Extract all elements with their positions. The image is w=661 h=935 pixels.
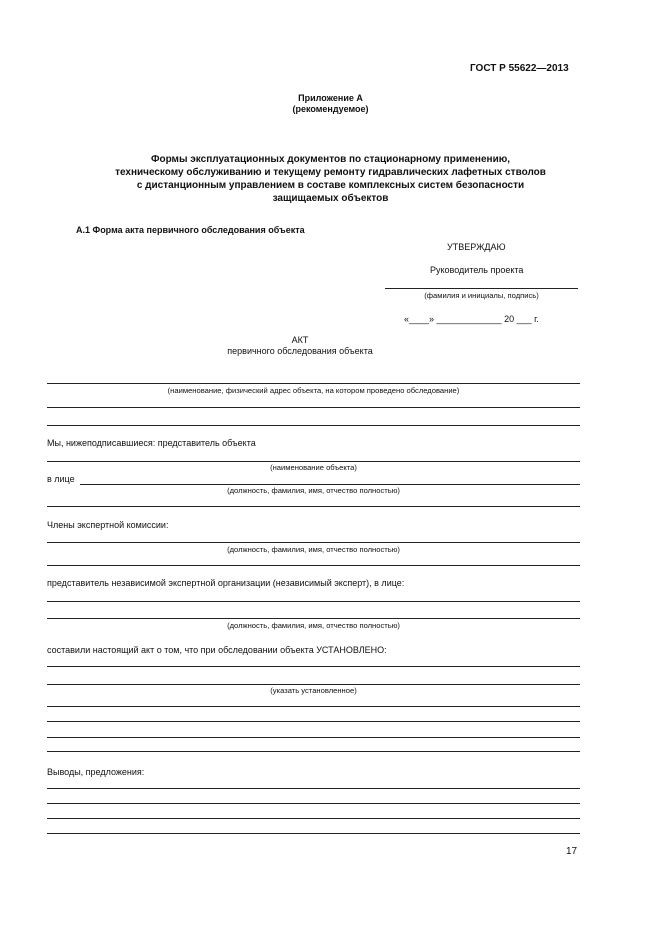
form-line: [47, 383, 580, 384]
object-caption: (наименование, физический адрес объекта, на котором проведено обследование): [167, 386, 460, 395]
form-line: [80, 484, 580, 485]
form-line: [47, 684, 580, 685]
form-line: [47, 833, 580, 834]
form-line: [47, 803, 580, 804]
signature-line: [385, 288, 578, 289]
expert-caption: (должность, фамилия, имя, отчество полностью): [227, 621, 400, 630]
heading-line-3: с дистанционным управлением в составе комплексных систем безопасности: [136, 180, 525, 191]
form-line: [47, 425, 580, 426]
form-line: [47, 751, 580, 752]
conclusions-label: Выводы, предложения:: [47, 767, 145, 777]
form-line: [47, 601, 580, 602]
act-title: АКТ: [291, 335, 309, 345]
form-line: [47, 618, 580, 619]
signatories-label: Мы, нижеподписавшиеся: представитель объекта: [47, 438, 256, 448]
appendix-subtitle: (рекомендуемое): [292, 104, 369, 114]
standard-number: ГОСТ Р 55622—2013: [470, 63, 569, 74]
established-label: составили настоящий акт о том, что при обследовании объекта УСТАНОВЛЕНО:: [47, 645, 387, 655]
heading-line-4: защищаемых объектов: [272, 193, 389, 204]
page-number: 17: [566, 846, 578, 857]
commission-label: Члены экспертной комиссии:: [47, 520, 169, 530]
expert-label: представитель независимой экспертной организации (независимый эксперт), в лице:: [47, 578, 405, 588]
heading-line-2: техническому обслуживанию и текущему ремонту гидравлических лафетных стволов: [115, 167, 546, 178]
approve-role: Руководитель проекта: [430, 265, 524, 275]
object-name-caption: (наименование объекта): [270, 463, 357, 472]
approve-title: УТВЕРЖДАЮ: [447, 242, 506, 252]
heading-line-1: Формы эксплуатационных документов по стационарному применению,: [150, 154, 511, 165]
form-line: [47, 706, 580, 707]
section-title: А.1 Форма акта первичного обследования объекта: [76, 225, 305, 235]
act-subtitle: первичного обследования объекта: [227, 346, 373, 356]
person-caption: (должность, фамилия, имя, отчество полностью): [227, 486, 400, 495]
form-line: [47, 737, 580, 738]
form-line: [47, 788, 580, 789]
form-line: [47, 721, 580, 722]
form-line: [47, 818, 580, 819]
form-line: [47, 565, 580, 566]
form-line: [47, 506, 580, 507]
signature-caption: (фамилия и инициалы, подпись): [424, 291, 539, 300]
form-line: [47, 666, 580, 667]
in-person-label: в лице: [47, 474, 75, 484]
form-line: [47, 407, 580, 408]
form-line: [47, 542, 580, 543]
approve-date: «____» _____________ 20 ___ г.: [404, 314, 539, 324]
appendix-title: Приложение А: [298, 93, 363, 103]
established-caption: (указать установленное): [270, 686, 357, 695]
form-line: [47, 461, 580, 462]
commission-caption: (должность, фамилия, имя, отчество полностью): [227, 545, 400, 554]
